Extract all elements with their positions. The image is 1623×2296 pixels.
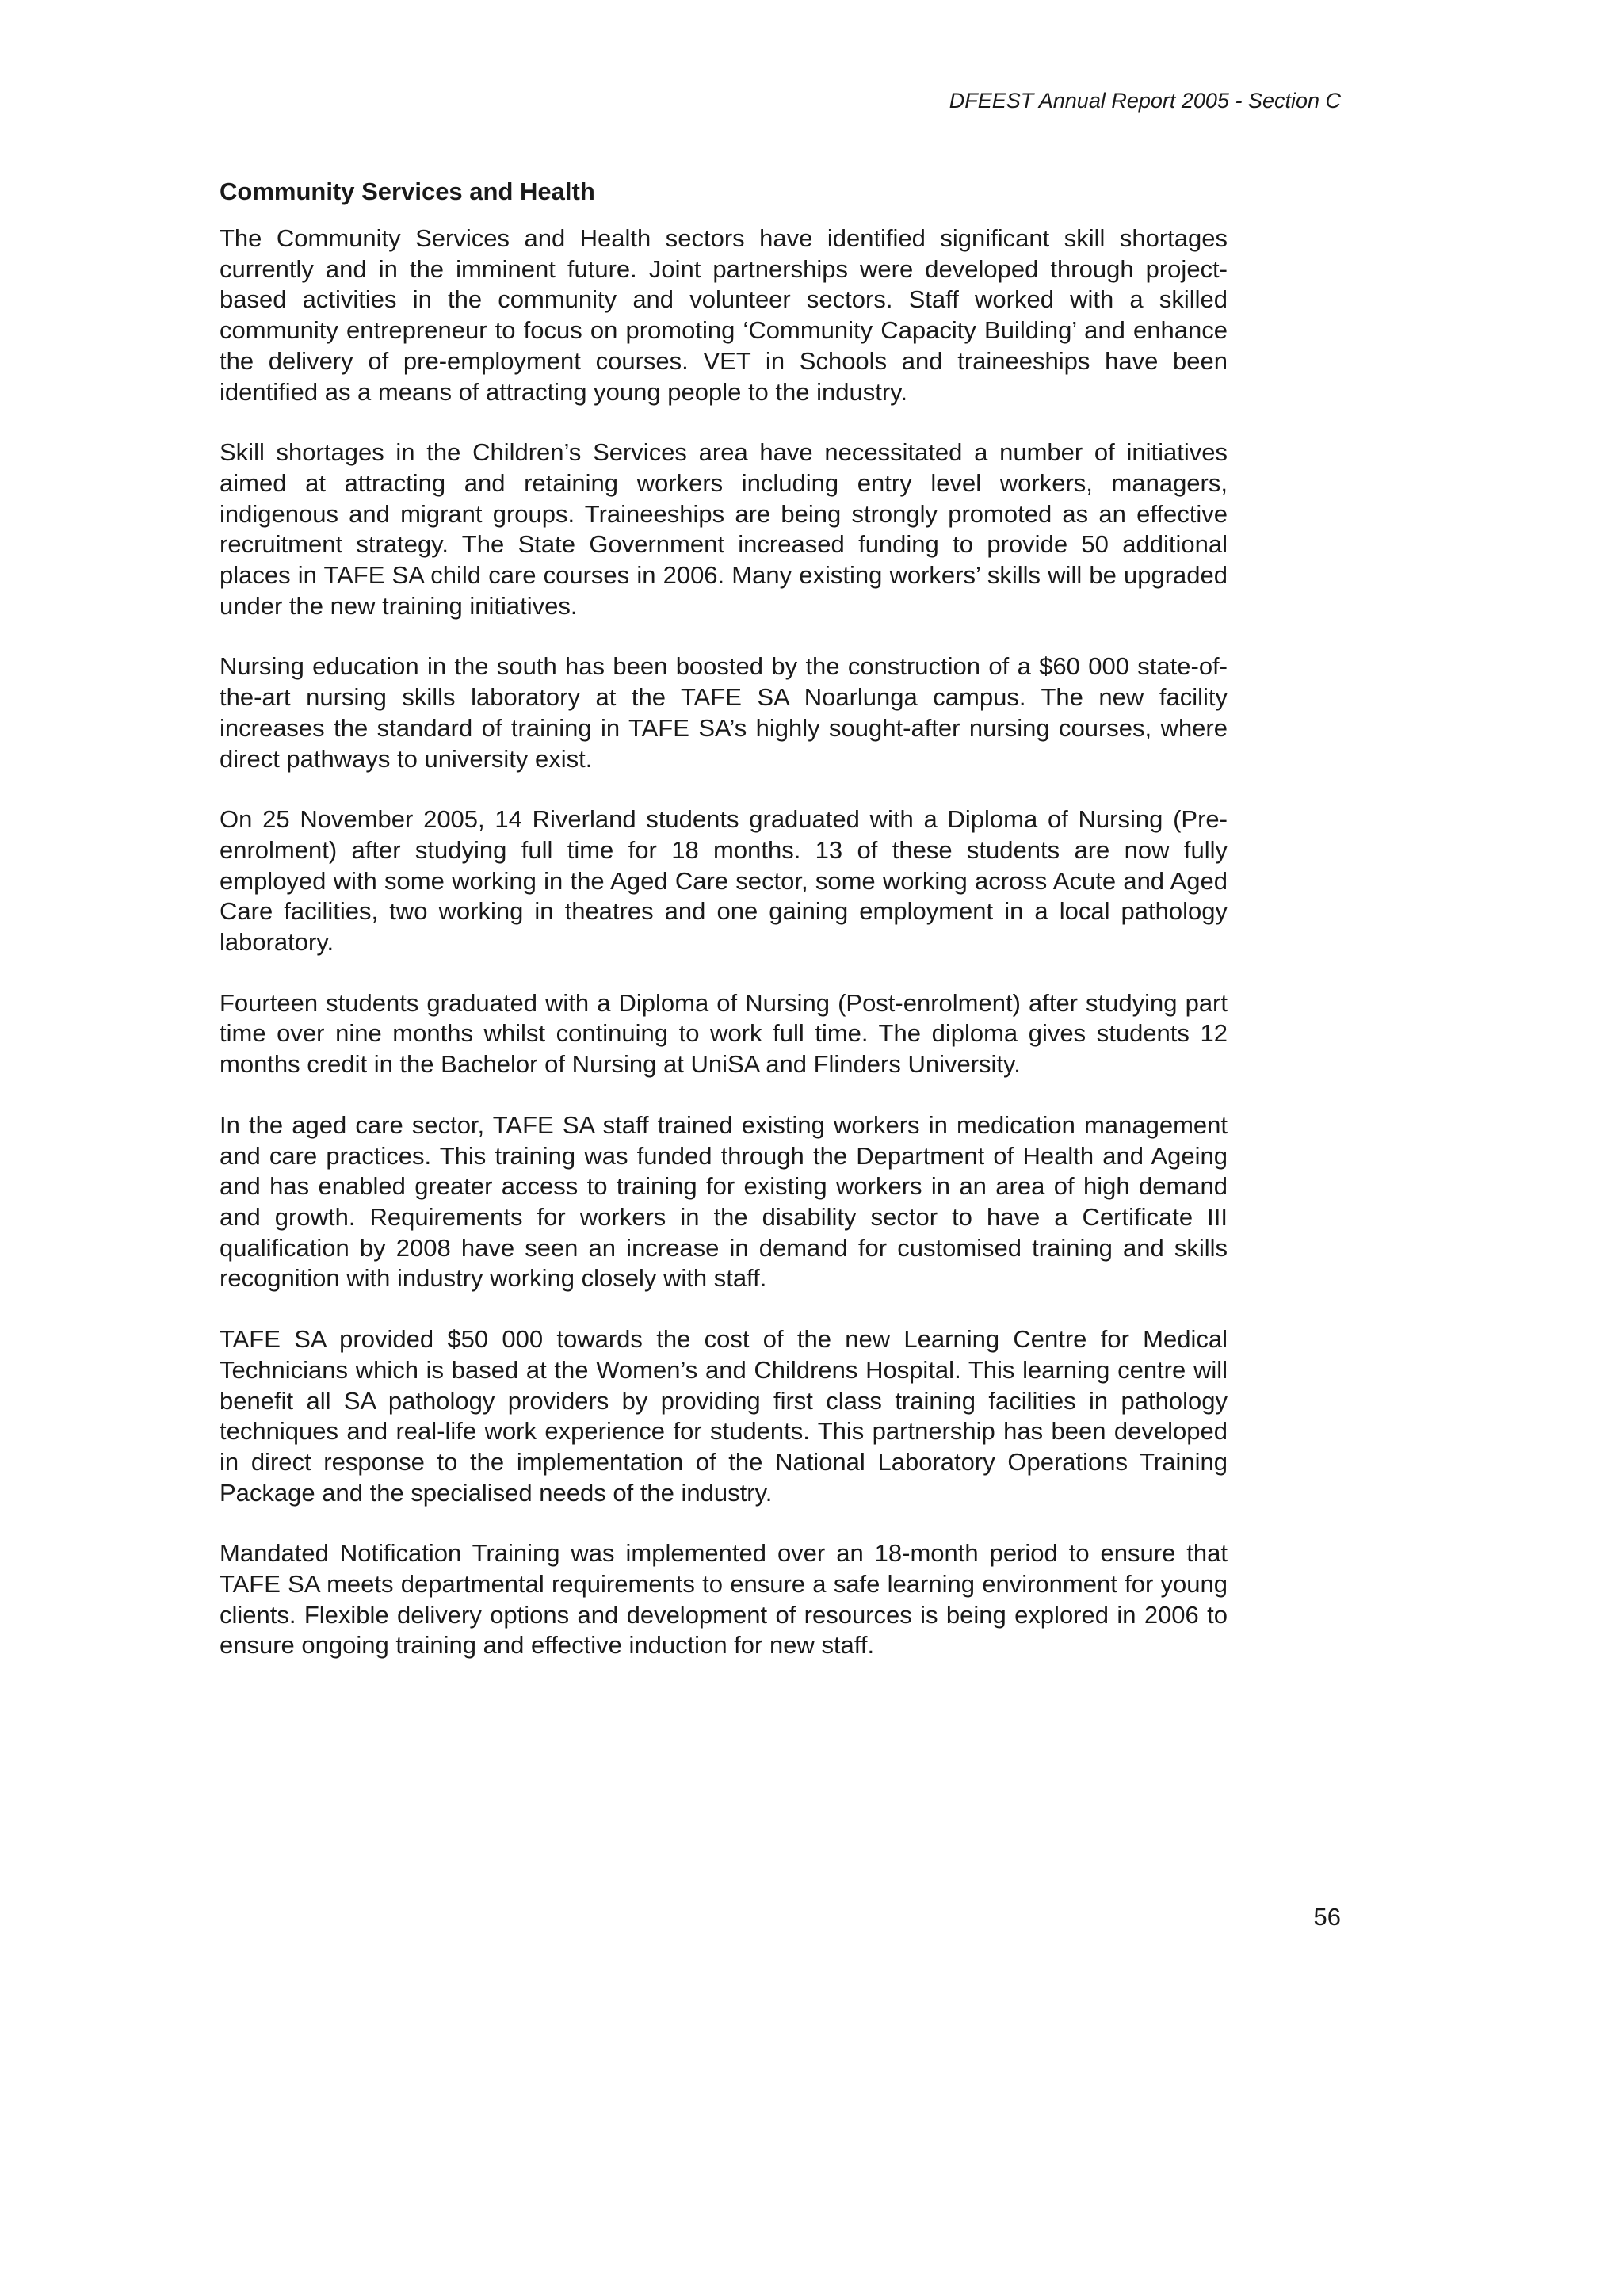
paragraph-community-services-skill-shortages: The Community Services and Health sectors have identified significant skill shortages currently and in the imminent future. Joint partnerships were developed through project-based activities in the community and volunteer sectors. Staff worked with a skilled community entrepreneur to focus on promoting ‘Community Capacity Building’ and enhance the delivery of pre-employment courses. VET in Schools and traineeships have been identified as a means of attracting young people to the industry. [220, 224, 1228, 406]
main-content [220, 176, 1228, 1691]
running-header: DFEEST Annual Report 2005 - Section C [949, 89, 1341, 113]
paragraph-childrens-services: Skill shortages in the Children’s Services area have necessitated a number of initiatives aimed at attracting and retaining workers including entry level workers, managers, indigenous and migrant groups. Traineeships are being strongly promoted as an effective recruitment strategy. The State Government increased funding to provide 50 additional places in TAFE SA child care courses in 2006. Many existing workers’ skills will be upgraded under the new training initiatives. [220, 438, 1228, 620]
paragraph-learning-centre: TAFE SA provided $50 000 towards the cost of the new Learning Centre for Medical Technicians which is based at the Women’s and Childrens Hospital. This learning centre will benefit all SA pathology providers by providing first class training facilities in pathology techniques and real-life work experience for students. This partnership has been developed in direct response to the implementation of the National Laboratory Operations Training Package and the specialised needs of the industry. [220, 1325, 1228, 1507]
paragraph-riverland-graduates: On 25 November 2005, 14 Riverland students graduated with a Diploma of Nursing (Pre-enrolment) after studying full time for 18 months. 13 of these students are now fully employed with some working in the Aged Care sector, some working across Acute and Aged Care facilities, two working in theatres and one gaining employment in a local pathology laboratory. [220, 805, 1228, 957]
page-number: 56 [1313, 1903, 1341, 1931]
paragraph-mandated-notification-training: Mandated Notification Training was implemented over an 18-month period to ensure that TAFE SA meets departmental requirements to ensure a safe learning environment for young clients. Flexible delivery options and development of resources is being explored in 2006 to ensure ongoing training and effective induction for new staff. [220, 1539, 1228, 1660]
section-heading: Community Services and Health [220, 178, 595, 205]
paragraph-post-enrolment-graduates: Fourteen students graduated with a Diploma of Nursing (Post-enrolment) after studying part time over nine months whilst continuing to work full time. The diploma gives students 12 months credit in the Bachelor of Nursing at UniSA and Flinders University. [220, 988, 1228, 1079]
paragraph-aged-care-sector: In the aged care sector, TAFE SA staff trained existing workers in medication management and care practices. This training was funded through the Department of Health and Ageing and has enabled greater access to training for existing workers in an area of high demand and growth. Requirements for workers in the disability sector to have a Certificate III qualification by 2008 have seen an increase in demand for customised training and skills recognition with industry working closely with staff. [220, 1110, 1228, 1293]
paragraph-nursing-laboratory: Nursing education in the south has been boosted by the construction of a $60 000 state-of-the-art nursing skills laboratory at the TAFE SA Noarlunga campus. The new facility increases the standard of training in TAFE SA’s highly sought-after nursing courses, where direct pathways to university exist. [220, 652, 1228, 773]
